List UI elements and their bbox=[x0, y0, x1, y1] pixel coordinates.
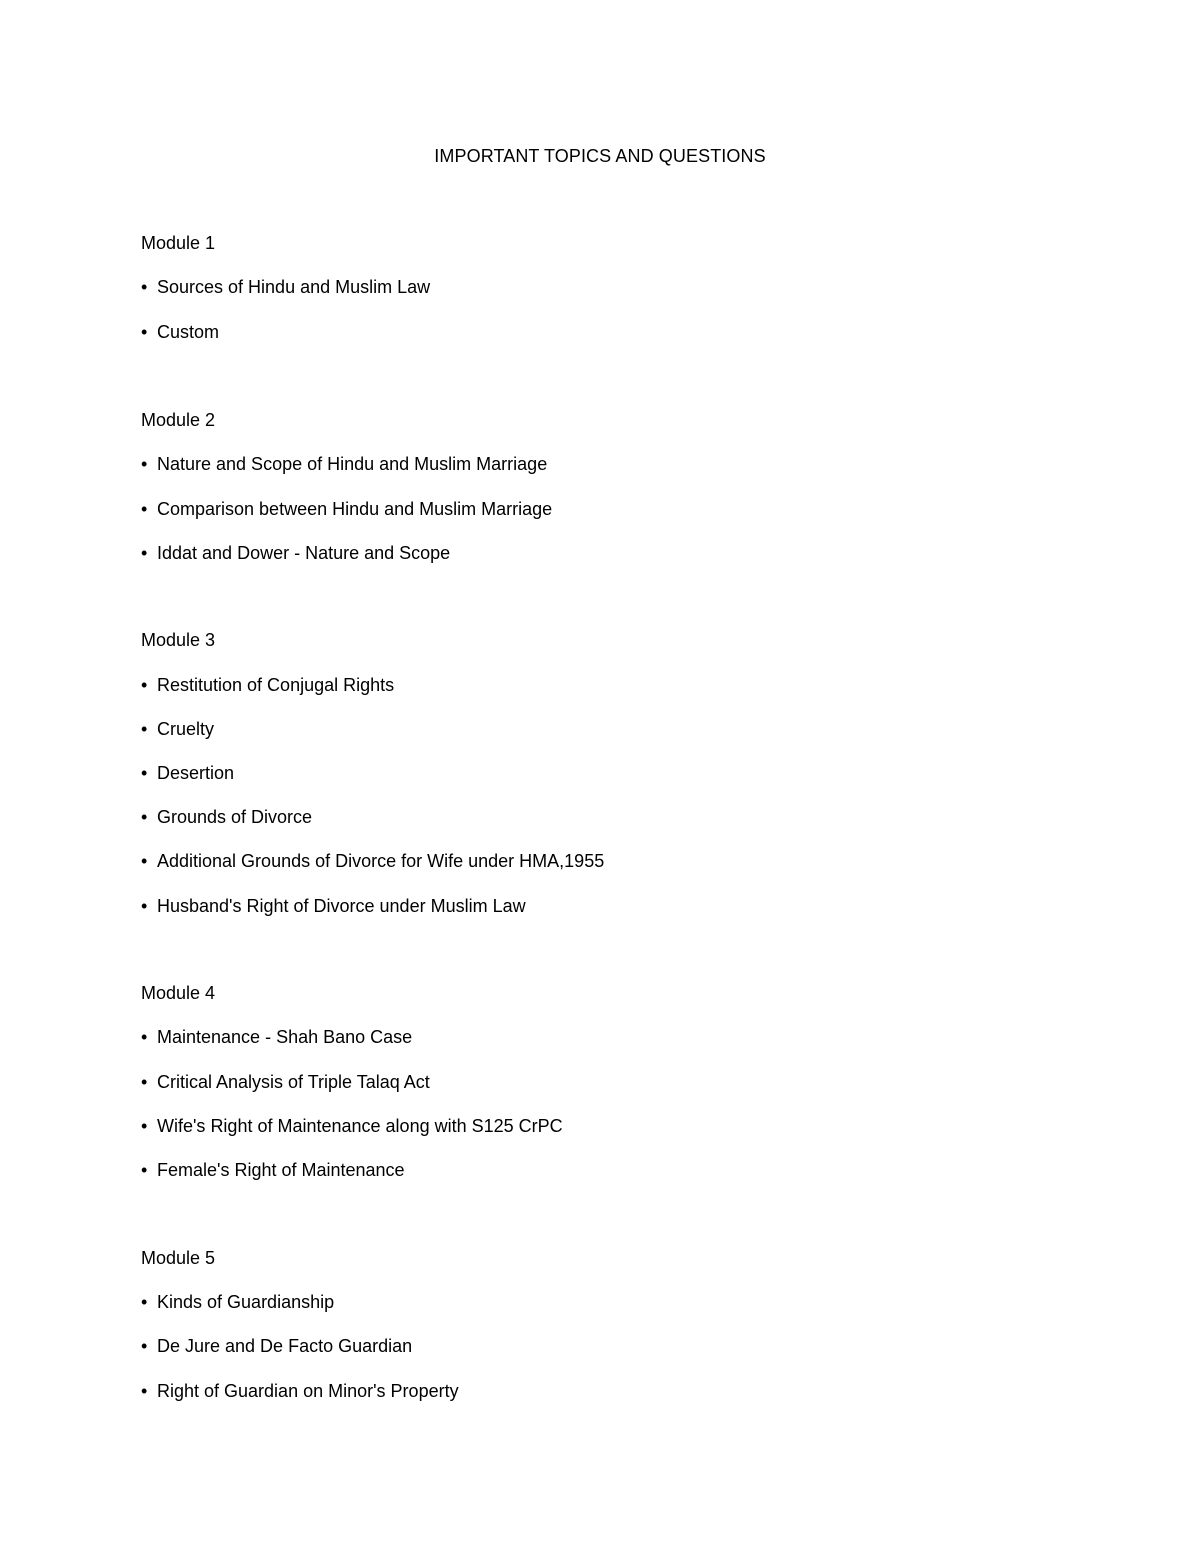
list-item bbox=[141, 761, 234, 785]
list-item bbox=[141, 805, 312, 829]
list-item bbox=[141, 541, 450, 565]
module-2-heading: Module 2 bbox=[141, 410, 216, 430]
bullet-icon: • bbox=[141, 1072, 148, 1092]
list-item-text: Grounds of Divorce bbox=[157, 807, 313, 827]
list-item-text: Nature and Scope of Hindu and Muslim Marriage bbox=[157, 454, 548, 474]
list-item bbox=[141, 894, 526, 918]
list-item bbox=[141, 1158, 405, 1182]
list-item-text: Iddat and Dower - Nature and Scope bbox=[157, 543, 451, 563]
bullet-icon: • bbox=[141, 896, 148, 916]
bullet-icon: • bbox=[141, 277, 148, 297]
bullet-icon: • bbox=[141, 454, 148, 474]
bullet-icon: • bbox=[141, 1116, 148, 1136]
list-item-text: Kinds of Guardianship bbox=[157, 1292, 335, 1312]
list-item-text: Right of Guardian on Minor's Property bbox=[157, 1381, 459, 1401]
list-item bbox=[141, 849, 604, 873]
bullet-icon: • bbox=[141, 1027, 148, 1047]
list-item-text: Comparison between Hindu and Muslim Marriage bbox=[157, 499, 553, 519]
list-item bbox=[141, 673, 394, 697]
bullet-icon: • bbox=[141, 851, 148, 871]
bullet-icon: • bbox=[141, 719, 148, 739]
list-item-text: De Jure and De Facto Guardian bbox=[157, 1336, 413, 1356]
list-item bbox=[141, 1025, 412, 1049]
list-item bbox=[141, 1379, 459, 1403]
bullet-icon: • bbox=[141, 1336, 148, 1356]
list-item-text: Cruelty bbox=[157, 719, 215, 739]
bullet-icon: • bbox=[141, 763, 148, 783]
list-item-text: Maintenance - Shah Bano Case bbox=[157, 1027, 413, 1047]
list-item bbox=[141, 717, 214, 741]
list-item bbox=[141, 1334, 412, 1358]
bullet-icon: • bbox=[141, 499, 148, 519]
list-item-text: Custom bbox=[157, 322, 220, 342]
list-item bbox=[141, 320, 219, 344]
list-item-text: Restitution of Conjugal Rights bbox=[157, 675, 395, 695]
module-1-heading: Module 1 bbox=[141, 233, 216, 253]
page-title: IMPORTANT TOPICS AND QUESTIONS bbox=[434, 146, 766, 166]
module-4-heading: Module 4 bbox=[141, 983, 216, 1003]
list-item-text: Husband's Right of Divorce under Muslim Law bbox=[157, 896, 526, 916]
list-item-text: Additional Grounds of Divorce for Wife under HMA,1955 bbox=[157, 851, 605, 871]
list-item bbox=[141, 275, 430, 299]
list-item-text: Desertion bbox=[157, 763, 235, 783]
bullet-icon: • bbox=[141, 1160, 148, 1180]
list-item bbox=[141, 497, 552, 521]
list-item-text: Critical Analysis of Triple Talaq Act bbox=[157, 1072, 430, 1092]
bullet-icon: • bbox=[141, 807, 148, 827]
list-item bbox=[141, 1070, 430, 1094]
bullet-icon: • bbox=[141, 1292, 148, 1312]
module-3-heading: Module 3 bbox=[141, 630, 216, 650]
list-item bbox=[141, 1114, 563, 1138]
module-5-heading: Module 5 bbox=[141, 1248, 216, 1268]
list-item-text: Wife's Right of Maintenance along with S125 CrPC bbox=[157, 1116, 563, 1136]
bullet-icon: • bbox=[141, 675, 148, 695]
list-item bbox=[141, 1290, 334, 1314]
bullet-icon: • bbox=[141, 322, 148, 342]
bullet-icon: • bbox=[141, 1381, 148, 1401]
list-item bbox=[141, 452, 547, 476]
list-item-text: Female's Right of Maintenance bbox=[157, 1160, 405, 1180]
bullet-icon: • bbox=[141, 543, 148, 563]
list-item-text: Sources of Hindu and Muslim Law bbox=[157, 277, 431, 297]
